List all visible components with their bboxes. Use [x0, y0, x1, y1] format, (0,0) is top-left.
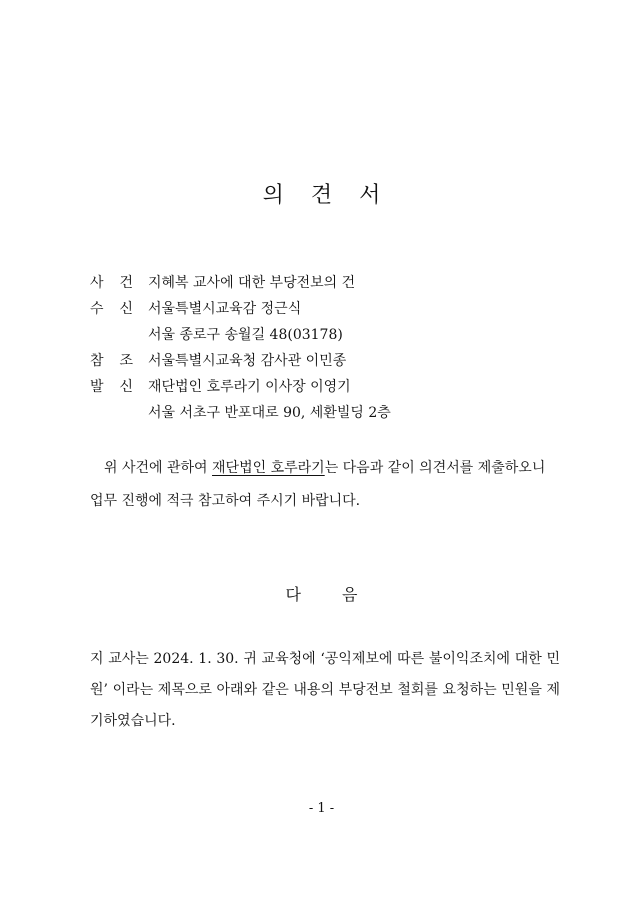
intro-text-before: 위 사건에 관하여	[104, 460, 213, 476]
page-number: - 1 -	[308, 801, 335, 816]
meta-label-char: 신	[119, 379, 133, 395]
meta-row-sender	[90, 374, 570, 400]
body-paragraph: 지 교사는 2024. 1. 30. 귀 교육청에 ‘공익제보에 따른 불이익조치에 대한 민원’ 이라는 제목으로 아래와 같은 내용의 부당전보 철회를 요청하는 민원을 제기하였습니다.	[90, 651, 560, 729]
intro-text-after: 는 다음과 같이 의견서를 제출하오니 업무 진행에 적극 참고하여 주시기 바랍니다.	[90, 460, 546, 509]
meta-row-subject	[90, 270, 570, 296]
meta-label-char: 신	[119, 301, 133, 317]
meta-label	[90, 348, 148, 374]
section-heading: 다 음	[285, 585, 376, 604]
meta-label	[90, 374, 148, 400]
meta-value: 지혜복 교사에 대한 부당전보의 건	[148, 275, 356, 291]
header-info-block	[90, 270, 570, 426]
meta-label-char: 발	[90, 379, 104, 395]
meta-value: 서울특별시교육청 감사관 이민종	[148, 353, 347, 369]
meta-row-reference	[90, 348, 570, 374]
meta-value: 재단법인 호루라기 이사장 이영기	[148, 379, 351, 395]
meta-label	[90, 270, 148, 296]
intro-underlined-organization: 재단법인 호루라기	[212, 460, 325, 476]
meta-value: 서울 서초구 반포대로 90, 세환빌딩 2층	[148, 405, 391, 421]
meta-label-char: 건	[119, 275, 133, 291]
document-title: 의 견 서	[262, 183, 391, 208]
intro-paragraph	[90, 452, 560, 518]
meta-label	[90, 296, 148, 322]
meta-label-char: 조	[119, 353, 133, 369]
meta-label-char: 사	[90, 275, 104, 291]
meta-label	[90, 322, 148, 348]
meta-row-recipient	[90, 296, 570, 322]
meta-label-char: 수	[90, 301, 104, 317]
meta-label-char: 참	[90, 353, 104, 369]
meta-value: 서울특별시교육감 정근식	[148, 301, 302, 317]
meta-row-sender-address	[90, 400, 570, 426]
meta-label	[90, 400, 148, 426]
meta-row-recipient-address	[90, 322, 570, 348]
meta-value: 서울 종로구 송월길 48(03178)	[148, 327, 343, 343]
